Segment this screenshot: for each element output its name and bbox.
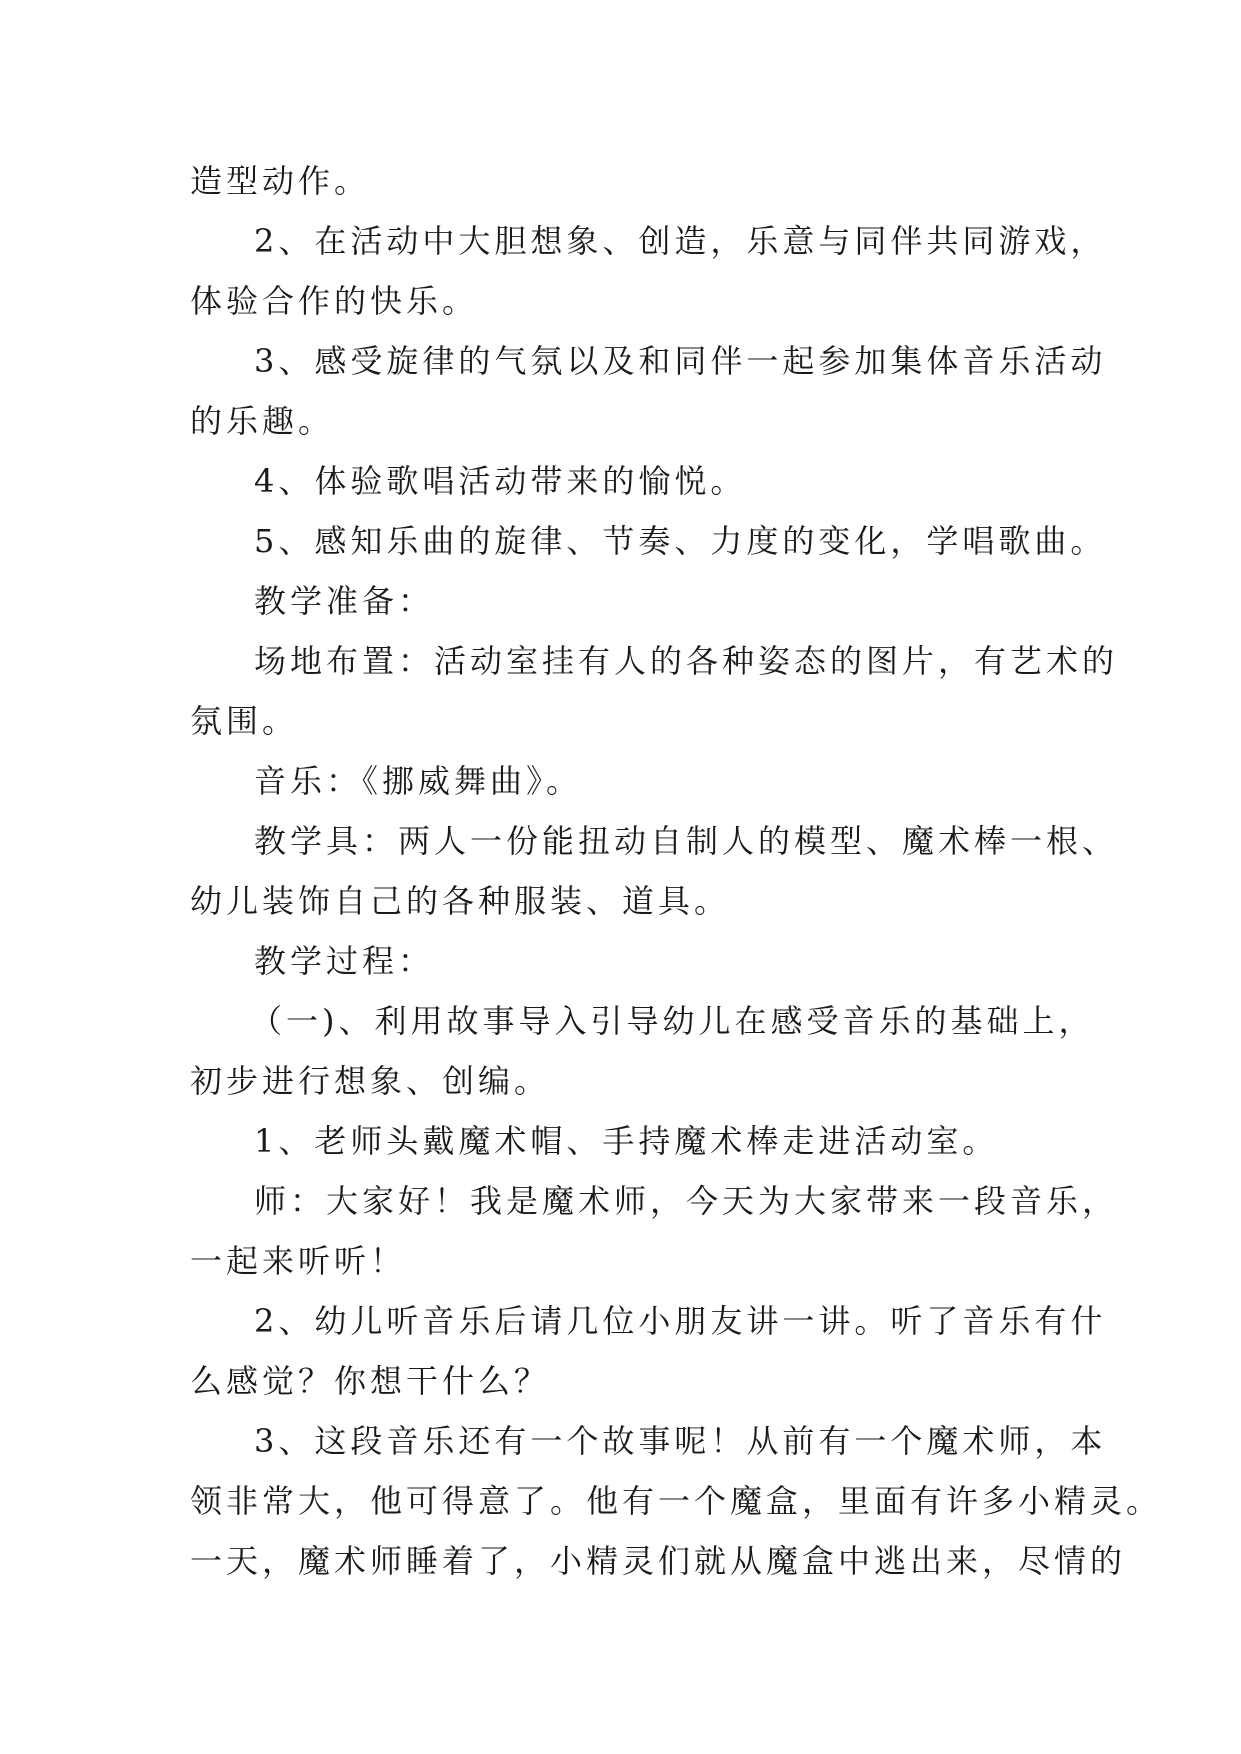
text-line: 的乐趣。	[190, 402, 335, 440]
text-line: 造型动作。	[190, 162, 371, 200]
text-line: 音乐：《挪威舞曲》。	[254, 762, 583, 800]
text-line: 领非常大，他可得意了。他有一个魔盒，里面有许多小精灵。	[190, 1482, 1163, 1520]
text-line: 4、体验歌唱活动带来的愉悦。	[254, 462, 747, 500]
text-line: 师：大家好！我是魔术师，今天为大家带来一段音乐，	[254, 1182, 1119, 1220]
text-line: 一起来听听！	[190, 1242, 407, 1280]
text-line: 2、在活动中大胆想象、创造，乐意与同伴共同游戏，	[254, 222, 1107, 260]
text-line: 2、幼儿听音乐后请几位小朋友讲一讲。听了音乐有什	[254, 1302, 1107, 1340]
text-line: 么感觉？你想干什么？	[190, 1362, 551, 1400]
text-line: 初步进行想象、创编。	[190, 1062, 551, 1100]
text-line: 一天，魔术师睡着了，小精灵们就从魔盒中逃出来，尽情的	[190, 1542, 1127, 1580]
section-heading: 教学准备：	[254, 582, 435, 620]
section-heading: 教学过程：	[254, 942, 435, 980]
text-line: 3、感受旋律的气氛以及和同伴一起参加集体音乐活动	[254, 342, 1107, 380]
text-line: 场地布置：活动室挂有人的各种姿态的图片，有艺术的	[254, 642, 1119, 680]
text-line: 体验合作的快乐。	[190, 282, 479, 320]
text-line: 教学具：两人一份能扭动自制人的模型、魔术棒一根、	[254, 822, 1119, 860]
text-line: 1、老师头戴魔术帽、手持魔术棒走进活动室。	[254, 1122, 999, 1160]
text-line: 3、这段音乐还有一个故事呢！从前有一个魔术师，本	[254, 1422, 1107, 1460]
document-body	[190, 151, 1163, 1591]
text-line: 幼儿装饰自己的各种服装、道具。	[190, 882, 731, 920]
text-line: 5、感知乐曲的旋律、节奏、力度的变化，学唱歌曲。	[254, 522, 1107, 560]
text-line: 氛围。	[190, 702, 299, 740]
text-line: （一)、利用故事导入引导幼儿在感受音乐的基础上，	[250, 1002, 1095, 1040]
